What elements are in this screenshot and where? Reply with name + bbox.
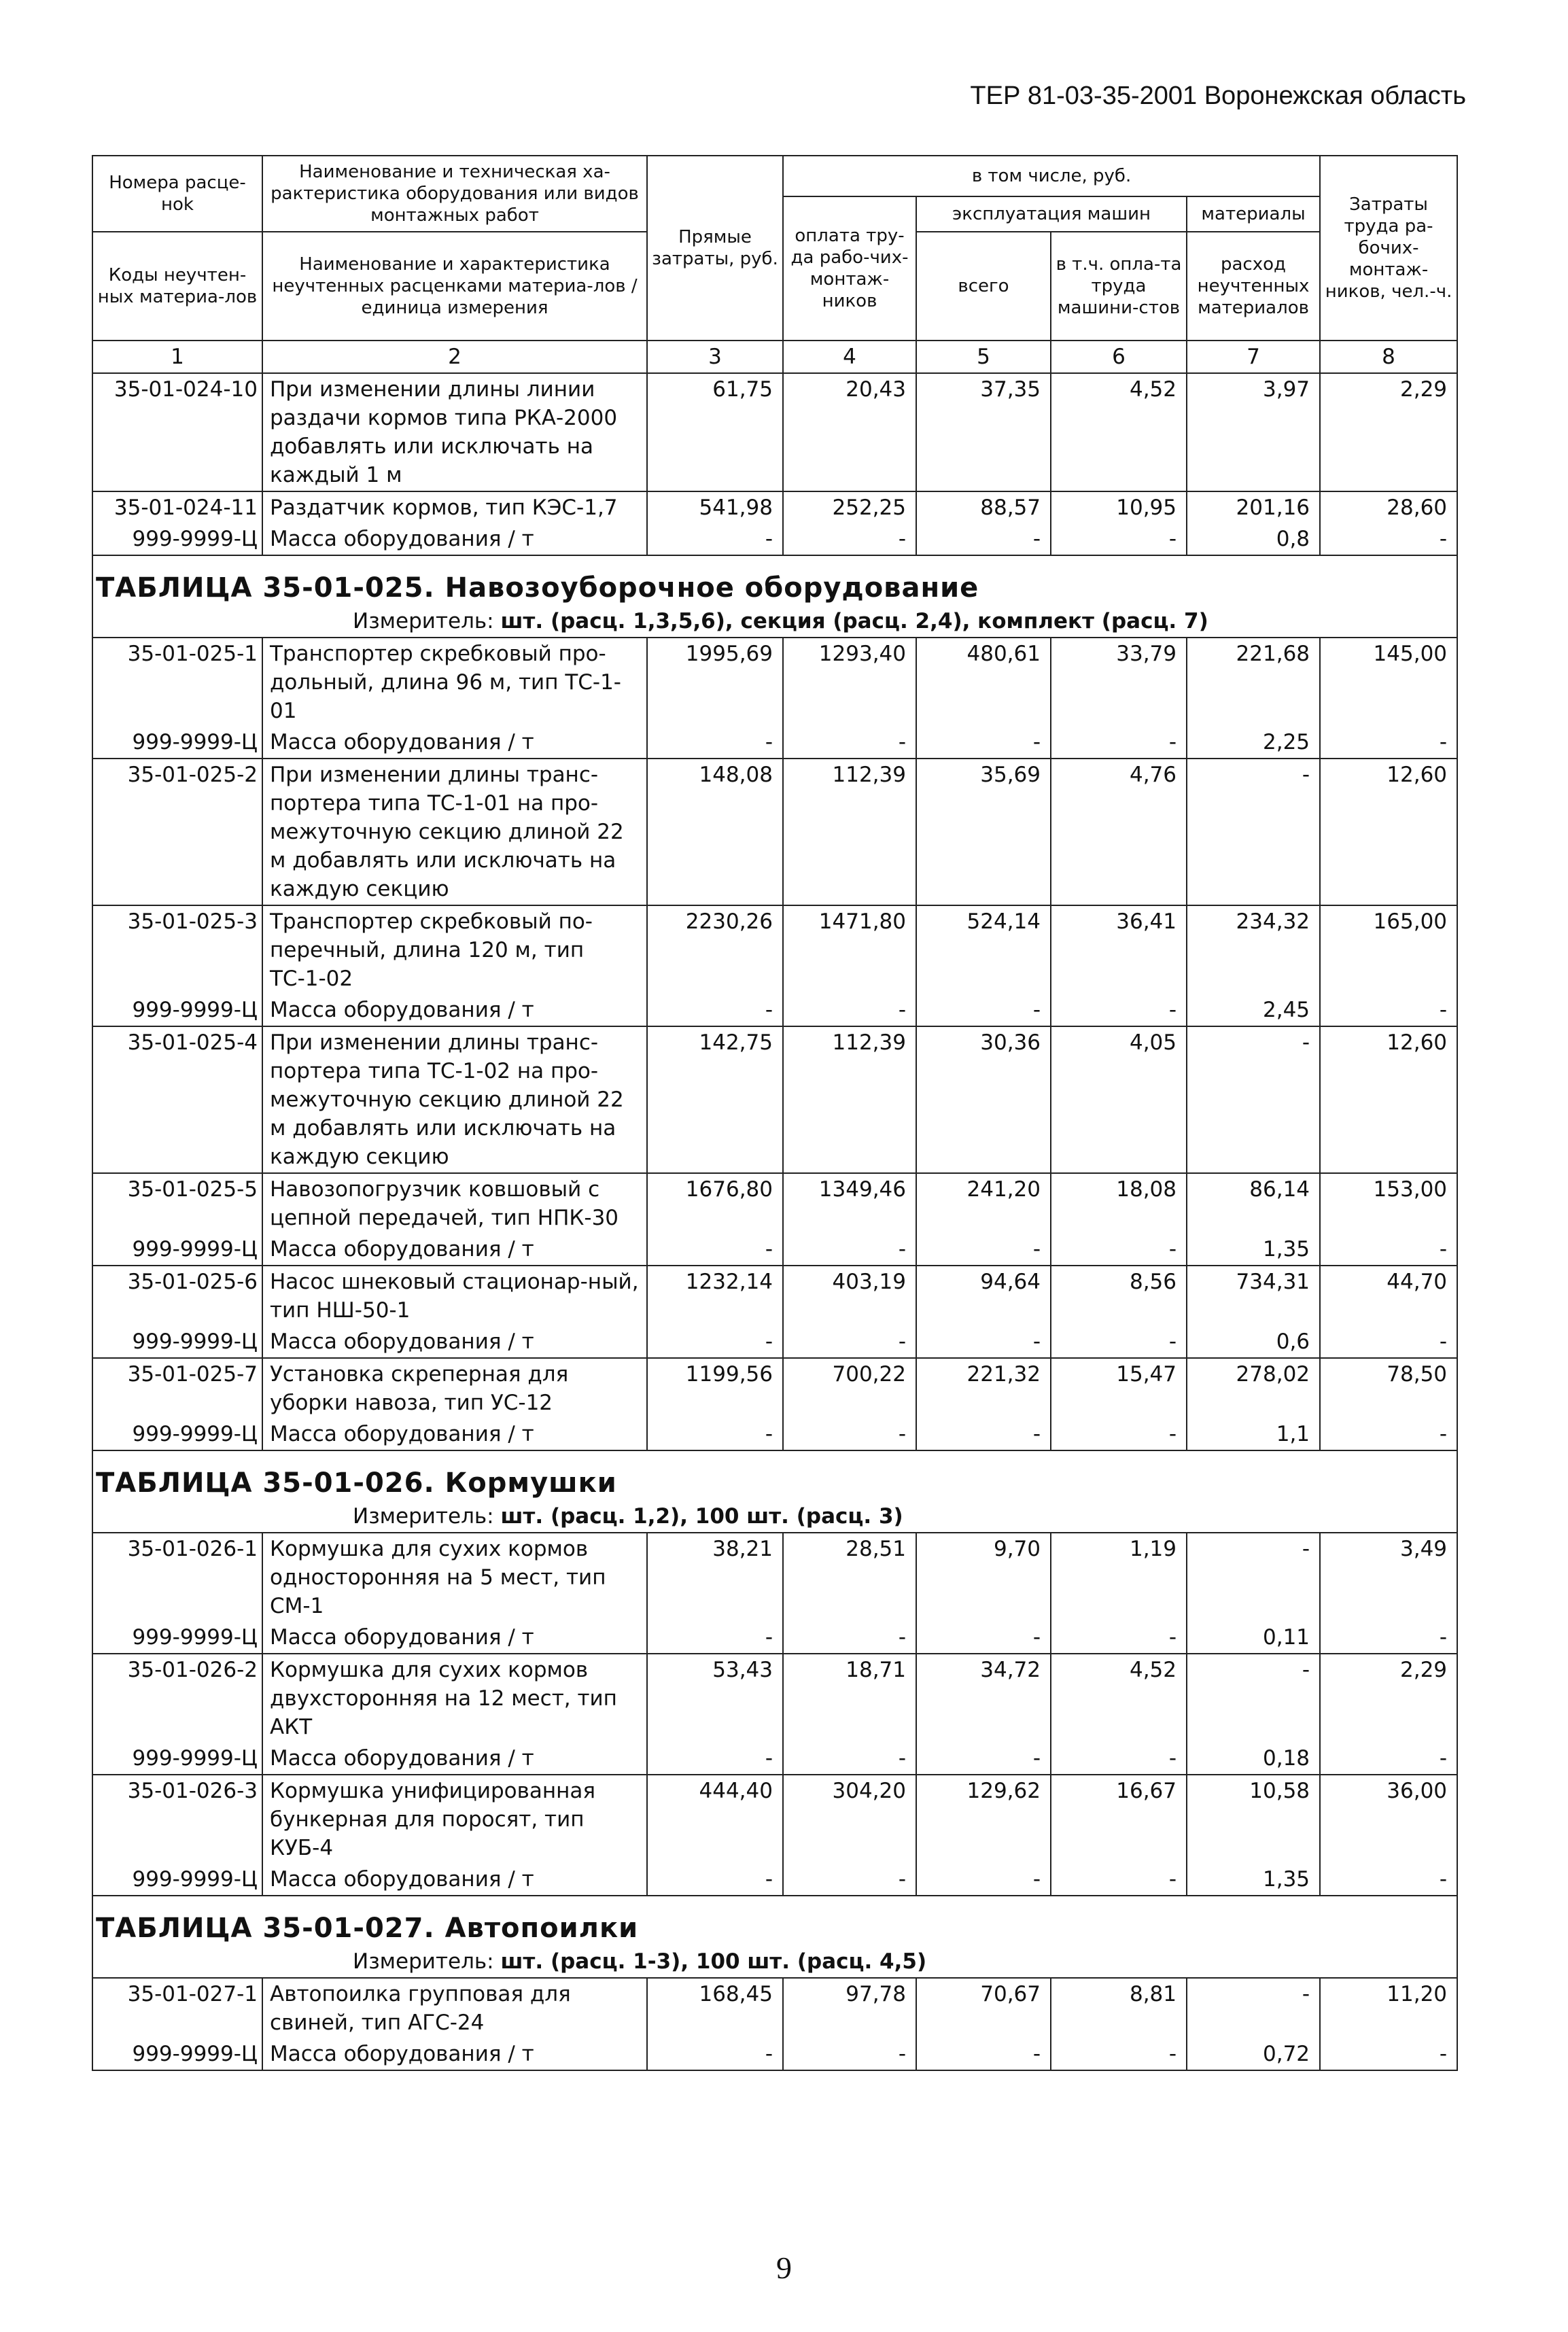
rate-code: 35-01-027-1	[92, 1978, 262, 2038]
worker-pay: 20,43	[783, 373, 916, 491]
work-name: Масса оборудования / т	[262, 1234, 647, 1266]
work-name: Масса оборудования / т	[262, 1326, 647, 1358]
direct-costs: 148,08	[647, 759, 783, 905]
worker-pay: 1471,80	[783, 905, 916, 994]
labor-costs: -	[1320, 1743, 1457, 1775]
worker-pay: -	[783, 2038, 916, 2070]
labor-costs: 2,29	[1320, 373, 1457, 491]
materials-value: 201,16	[1187, 491, 1320, 523]
materials-value: 0,18	[1187, 1743, 1320, 1775]
machinist-pay: 33,79	[1051, 638, 1187, 727]
rate-code: 35-01-026-3	[92, 1775, 262, 1864]
materials-value: 1,1	[1187, 1419, 1320, 1450]
header-material-name: Наименование и характеристика неучтенных расценками материа-лов / единица измерения	[262, 232, 647, 341]
materials-value: -	[1187, 1533, 1320, 1622]
direct-costs: -	[647, 727, 783, 759]
worker-pay: 112,39	[783, 759, 916, 905]
table-row	[92, 1234, 1457, 1266]
running-head: ТЕР 81-03-35-2001 Воронежская область	[970, 82, 1466, 110]
rate-code: 35-01-025-1	[92, 638, 262, 727]
direct-costs: 168,45	[647, 1978, 783, 2038]
direct-costs: 541,98	[647, 491, 783, 523]
machine-total: -	[916, 1234, 1051, 1266]
header-labor-costs: Затраты труда ра-бочих-монтаж-ников, чел.-ч.	[1320, 156, 1457, 341]
rate-code: 35-01-024-10	[92, 373, 262, 491]
worker-pay: -	[783, 1419, 916, 1450]
table-label: ТАБЛИЦА	[96, 572, 253, 604]
worker-pay: 403,19	[783, 1266, 916, 1326]
machinist-pay: 36,41	[1051, 905, 1187, 994]
machinist-pay: -	[1051, 523, 1187, 555]
worker-pay: 1349,46	[783, 1173, 916, 1234]
table-row	[92, 905, 1457, 994]
rate-code: 999-9999-Ц	[92, 2038, 262, 2070]
work-name: Транспортер скребковый по-перечный, длина 120 м, тип ТС-1-02	[262, 905, 647, 994]
measure-line	[92, 604, 1457, 638]
machine-total: -	[916, 1864, 1051, 1896]
table-row	[92, 1654, 1457, 1743]
table-title	[92, 1450, 1457, 1499]
work-name: Раздатчик кормов, тип КЭС-1,7	[262, 491, 647, 523]
rate-code: 35-01-026-1	[92, 1533, 262, 1622]
work-name: Масса оборудования / т	[262, 994, 647, 1026]
machine-total: 37,35	[916, 373, 1051, 491]
table-row	[92, 1266, 1457, 1326]
machine-total: -	[916, 1622, 1051, 1654]
machinist-pay: 1,19	[1051, 1533, 1187, 1622]
measure-line	[92, 1945, 1457, 1978]
table-title-text: 35-01-027. Автопоилки	[262, 1913, 639, 1944]
table-row	[92, 491, 1457, 523]
materials-value: 0,6	[1187, 1326, 1320, 1358]
machinist-pay: -	[1051, 1234, 1187, 1266]
table-row	[92, 523, 1457, 555]
worker-pay: 252,25	[783, 491, 916, 523]
materials-value: 1,35	[1187, 1234, 1320, 1266]
work-name: Масса оборудования / т	[262, 1864, 647, 1896]
machinist-pay: -	[1051, 727, 1187, 759]
machine-total: -	[916, 994, 1051, 1026]
materials-value: 734,31	[1187, 1266, 1320, 1326]
worker-pay: 28,51	[783, 1533, 916, 1622]
labor-costs: -	[1320, 523, 1457, 555]
labor-costs: -	[1320, 1419, 1457, 1450]
table-body	[92, 341, 1457, 2070]
work-name: Насос шнековый стационар-ный, тип НШ-50-1	[262, 1266, 647, 1326]
direct-costs: 142,75	[647, 1026, 783, 1173]
machinist-pay: -	[1051, 1622, 1187, 1654]
machinist-pay: 4,76	[1051, 759, 1187, 905]
rate-code: 35-01-026-2	[92, 1654, 262, 1743]
table-row	[92, 1358, 1457, 1419]
materials-value: 1,35	[1187, 1864, 1320, 1896]
measure-row	[92, 1499, 1457, 1533]
table-title-text: 35-01-025. Навозоуборочное оборудование	[262, 572, 979, 604]
direct-costs: 1199,56	[647, 1358, 783, 1419]
direct-costs: 53,43	[647, 1654, 783, 1743]
direct-costs: 1676,80	[647, 1173, 783, 1234]
header-machine-total: всего	[916, 232, 1051, 341]
rates-table	[92, 155, 1458, 2071]
column-number: 4	[783, 341, 916, 373]
worker-pay: -	[783, 1326, 916, 1358]
worker-pay: -	[783, 994, 916, 1026]
rate-code: 35-01-025-2	[92, 759, 262, 905]
header-machine-operation: эксплуатация машин	[916, 196, 1187, 232]
worker-pay: -	[783, 727, 916, 759]
labor-costs: -	[1320, 1622, 1457, 1654]
machinist-pay: 4,05	[1051, 1026, 1187, 1173]
measure-prefix: Измеритель:	[353, 1949, 501, 1974]
machinist-pay: -	[1051, 1419, 1187, 1450]
rate-code: 35-01-025-7	[92, 1358, 262, 1419]
materials-value: 2,25	[1187, 727, 1320, 759]
machine-total: 221,32	[916, 1358, 1051, 1419]
direct-costs: 444,40	[647, 1775, 783, 1864]
work-name: Автопоилка групповая для свиней, тип АГС-24	[262, 1978, 647, 2038]
materials-value: 10,58	[1187, 1775, 1320, 1864]
rate-code: 35-01-024-11	[92, 491, 262, 523]
direct-costs: 38,21	[647, 1533, 783, 1622]
work-name: Навозопогрузчик ковшовый с цепной передачей, тип НПК-30	[262, 1173, 647, 1234]
column-number: 2	[262, 341, 647, 373]
table-row	[92, 1775, 1457, 1864]
rate-code: 999-9999-Ц	[92, 994, 262, 1026]
table-row	[92, 1743, 1457, 1775]
direct-costs: -	[647, 2038, 783, 2070]
table-row	[92, 1978, 1457, 2038]
table-row	[92, 994, 1457, 1026]
rate-code: 35-01-025-4	[92, 1026, 262, 1173]
materials-value: 0,11	[1187, 1622, 1320, 1654]
header-rate-numbers: Номера расце-ноk	[92, 156, 262, 232]
rate-code: 35-01-025-5	[92, 1173, 262, 1234]
column-number: 3	[647, 341, 783, 373]
machine-total: 129,62	[916, 1775, 1051, 1864]
rate-code: 999-9999-Ц	[92, 1743, 262, 1775]
materials-value: -	[1187, 1654, 1320, 1743]
labor-costs: 153,00	[1320, 1173, 1457, 1234]
header-work-name: Наименование и техническая ха-рактеристика оборудования или видов монтажных работ	[262, 156, 647, 232]
rate-code: 999-9999-Ц	[92, 523, 262, 555]
table-label: ТАБЛИЦА	[96, 1913, 253, 1944]
machine-total: -	[916, 2038, 1051, 2070]
machinist-pay: 10,95	[1051, 491, 1187, 523]
measure-row	[92, 1945, 1457, 1978]
worker-pay: 700,22	[783, 1358, 916, 1419]
work-name: Транспортер скребковый про-дольный, длина 96 м, тип ТС-1-01	[262, 638, 647, 727]
worker-pay: -	[783, 1864, 916, 1896]
direct-costs: -	[647, 1326, 783, 1358]
work-name: Установка скреперная для уборки навоза, тип УС-12	[262, 1358, 647, 1419]
labor-costs: 145,00	[1320, 638, 1457, 727]
machine-total: 70,67	[916, 1978, 1051, 2038]
column-numbers-row	[92, 341, 1457, 373]
machine-total: -	[916, 1419, 1051, 1450]
header-including: в том числе, руб.	[783, 156, 1320, 196]
header-material-codes: Коды неучтен-ных материа-лов	[92, 232, 262, 341]
rate-code: 999-9999-Ц	[92, 727, 262, 759]
table-row	[92, 638, 1457, 727]
table-row	[92, 1864, 1457, 1896]
machinist-pay: -	[1051, 1743, 1187, 1775]
direct-costs: 1232,14	[647, 1266, 783, 1326]
machine-total: 88,57	[916, 491, 1051, 523]
measure-prefix: Измеритель:	[353, 1504, 501, 1529]
labor-costs: 36,00	[1320, 1775, 1457, 1864]
worker-pay: 1293,40	[783, 638, 916, 727]
labor-costs: -	[1320, 2038, 1457, 2070]
materials-value: 221,68	[1187, 638, 1320, 727]
labor-costs: 12,60	[1320, 759, 1457, 905]
worker-pay: 97,78	[783, 1978, 916, 2038]
work-name: При изменении длины транс-портера типа ТС-1-02 на про-межуточную секцию длиной 22 м добавлять или исключать на каждую секцию	[262, 1026, 647, 1173]
labor-costs: -	[1320, 1234, 1457, 1266]
work-name: При изменении длины транс-портера типа ТС-1-01 на про-межуточную секцию длиной 22 м добавлять или исключать на каждую секцию	[262, 759, 647, 905]
machine-total: 9,70	[916, 1533, 1051, 1622]
table-row	[92, 373, 1457, 491]
materials-value: 2,45	[1187, 994, 1320, 1026]
column-number: 6	[1051, 341, 1187, 373]
direct-costs: -	[647, 1622, 783, 1654]
work-name: Масса оборудования / т	[262, 523, 647, 555]
worker-pay: -	[783, 523, 916, 555]
page-number: 9	[776, 2250, 792, 2285]
column-number: 7	[1187, 341, 1320, 373]
machinist-pay: 16,67	[1051, 1775, 1187, 1864]
table-row	[92, 727, 1457, 759]
table-row	[92, 1622, 1457, 1654]
machine-total: -	[916, 1326, 1051, 1358]
machinist-pay: -	[1051, 1864, 1187, 1896]
worker-pay: 304,20	[783, 1775, 916, 1864]
direct-costs: -	[647, 994, 783, 1026]
machinist-pay: -	[1051, 2038, 1187, 2070]
machine-total: 30,36	[916, 1026, 1051, 1173]
labor-costs: 2,29	[1320, 1654, 1457, 1743]
rate-code: 999-9999-Ц	[92, 1622, 262, 1654]
materials-value: 234,32	[1187, 905, 1320, 994]
measure-units: шт. (расц. 1,2), 100 шт. (расц. 3)	[500, 1504, 903, 1529]
measure-prefix: Измеритель:	[353, 609, 501, 633]
labor-costs: 165,00	[1320, 905, 1457, 994]
machine-total: 34,72	[916, 1654, 1051, 1743]
materials-value: 278,02	[1187, 1358, 1320, 1419]
table-row	[92, 1173, 1457, 1234]
labor-costs: 11,20	[1320, 1978, 1457, 2038]
worker-pay: 112,39	[783, 1026, 916, 1173]
direct-costs: -	[647, 1234, 783, 1266]
column-number: 1	[92, 341, 262, 373]
work-name: При изменении длины линии раздачи кормов типа РКА-2000 добавлять или исключать на каждый 1 м	[262, 373, 647, 491]
rate-code: 35-01-025-6	[92, 1266, 262, 1326]
work-name: Масса оборудования / т	[262, 1622, 647, 1654]
direct-costs: -	[647, 1743, 783, 1775]
machine-total: 94,64	[916, 1266, 1051, 1326]
measure-line	[92, 1499, 1457, 1533]
measure-units: шт. (расц. 1-3), 100 шт. (расц. 4,5)	[500, 1949, 927, 1974]
machine-total: 524,14	[916, 905, 1051, 994]
rate-code: 999-9999-Ц	[92, 1864, 262, 1896]
machinist-pay: 15,47	[1051, 1358, 1187, 1419]
worker-pay: -	[783, 1622, 916, 1654]
labor-costs: -	[1320, 994, 1457, 1026]
labor-costs: 28,60	[1320, 491, 1457, 523]
rate-code: 999-9999-Ц	[92, 1234, 262, 1266]
header-direct-costs: Прямые затраты, руб.	[647, 156, 783, 341]
work-name: Кормушка для сухих кормов двухсторонняя на 12 мест, тип АКТ	[262, 1654, 647, 1743]
machinist-pay: 18,08	[1051, 1173, 1187, 1234]
direct-costs: -	[647, 523, 783, 555]
table-row	[92, 1026, 1457, 1173]
labor-costs: 12,60	[1320, 1026, 1457, 1173]
column-number: 5	[916, 341, 1051, 373]
direct-costs: -	[647, 1864, 783, 1896]
worker-pay: 18,71	[783, 1654, 916, 1743]
labor-costs: -	[1320, 1864, 1457, 1896]
labor-costs: 3,49	[1320, 1533, 1457, 1622]
column-number: 8	[1320, 341, 1457, 373]
machinist-pay: 8,56	[1051, 1266, 1187, 1326]
machine-total: 35,69	[916, 759, 1051, 905]
table-section-title	[92, 1450, 1457, 1499]
labor-costs: 44,70	[1320, 1266, 1457, 1326]
header-worker-pay: оплата тру-да рабо-чих-монтаж-ников	[783, 196, 916, 341]
machinist-pay: 8,81	[1051, 1978, 1187, 2038]
header-machinist-pay: в т.ч. опла-та труда машини-стов	[1051, 232, 1187, 341]
measure-row	[92, 604, 1457, 638]
table-row	[92, 1533, 1457, 1622]
machine-total: -	[916, 1743, 1051, 1775]
rate-code: 999-9999-Ц	[92, 1326, 262, 1358]
labor-costs: 78,50	[1320, 1358, 1457, 1419]
table-title	[92, 1896, 1457, 1945]
table-row	[92, 759, 1457, 905]
direct-costs: 61,75	[647, 373, 783, 491]
machine-total: 241,20	[916, 1173, 1051, 1234]
machine-total: -	[916, 523, 1051, 555]
worker-pay: -	[783, 1234, 916, 1266]
materials-value: 86,14	[1187, 1173, 1320, 1234]
materials-value: -	[1187, 759, 1320, 905]
table-row	[92, 1326, 1457, 1358]
machinist-pay: 4,52	[1051, 373, 1187, 491]
work-name: Кормушка для сухих кормов односторонняя на 5 мест, тип СМ-1	[262, 1533, 647, 1622]
machine-total: 480,61	[916, 638, 1051, 727]
measure-units: шт. (расц. 1,3,5,6), секция (расц. 2,4), комплект (расц. 7)	[500, 609, 1208, 633]
machine-total: -	[916, 727, 1051, 759]
materials-value: 0,8	[1187, 523, 1320, 555]
work-name: Масса оборудования / т	[262, 1743, 647, 1775]
header-materials: материалы	[1187, 196, 1320, 232]
machinist-pay: 4,52	[1051, 1654, 1187, 1743]
header-uncounted-materials: расход неучтенных материалов	[1187, 232, 1320, 341]
materials-value: -	[1187, 1026, 1320, 1173]
materials-value: 3,97	[1187, 373, 1320, 491]
table-title	[92, 555, 1457, 604]
table-row	[92, 2038, 1457, 2070]
table-row	[92, 1419, 1457, 1450]
table-title-text: 35-01-026. Кормушки	[262, 1467, 617, 1499]
materials-value: 0,72	[1187, 2038, 1320, 2070]
machinist-pay: -	[1051, 994, 1187, 1026]
table-section-title	[92, 555, 1457, 604]
work-name: Масса оборудования / т	[262, 2038, 647, 2070]
table-section-title	[92, 1896, 1457, 1945]
labor-costs: -	[1320, 727, 1457, 759]
rate-code: 999-9999-Ц	[92, 1419, 262, 1450]
direct-costs: 2230,26	[647, 905, 783, 994]
work-name: Масса оборудования / т	[262, 727, 647, 759]
worker-pay: -	[783, 1743, 916, 1775]
machinist-pay: -	[1051, 1326, 1187, 1358]
table-label: ТАБЛИЦА	[96, 1467, 253, 1499]
direct-costs: 1995,69	[647, 638, 783, 727]
materials-value: -	[1187, 1978, 1320, 2038]
labor-costs: -	[1320, 1326, 1457, 1358]
rate-code: 35-01-025-3	[92, 905, 262, 994]
work-name: Масса оборудования / т	[262, 1419, 647, 1450]
table-header	[92, 156, 1457, 341]
work-name: Кормушка унифицированная бункерная для поросят, тип КУБ-4	[262, 1775, 647, 1864]
direct-costs: -	[647, 1419, 783, 1450]
